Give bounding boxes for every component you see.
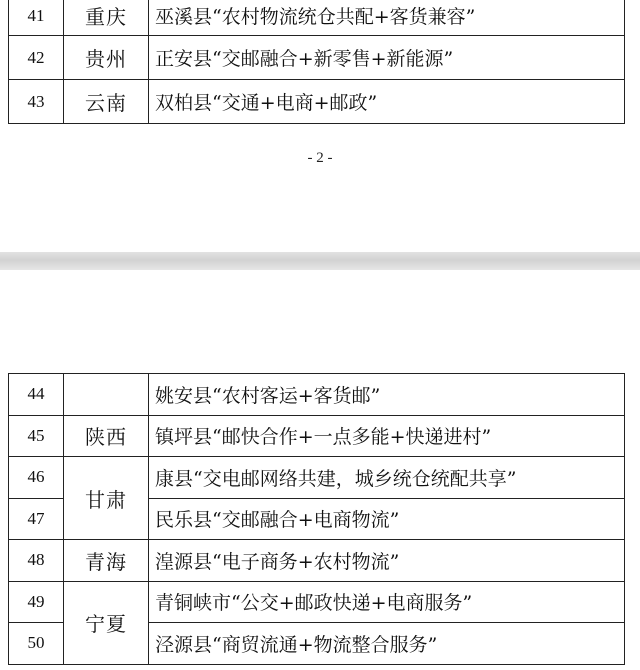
row-number: 42 [9, 36, 64, 80]
table-row [9, 540, 625, 582]
pilot-description: 正安县“交邮融合+新零售+新能源” [149, 36, 625, 80]
province-cell: 云南 [64, 80, 149, 124]
table-row [9, 0, 625, 36]
table-row [9, 581, 625, 623]
table-row [9, 457, 625, 499]
pilot-description: 姚安县“农村客运+客货邮” [149, 374, 625, 416]
province-cell: 重庆 [64, 0, 149, 36]
table-row [9, 36, 625, 80]
row-number: 48 [9, 540, 64, 582]
page-number: - 2 - [307, 150, 333, 166]
row-number: 41 [9, 0, 64, 36]
table-row [9, 374, 625, 416]
pilot-description: 湟源县“电子商务+农村物流” [149, 540, 625, 582]
row-number: 46 [9, 457, 64, 499]
row-number: 43 [9, 80, 64, 124]
pilot-table-page-3 [8, 373, 625, 665]
row-number: 47 [9, 498, 64, 540]
pilot-description: 民乐县“交邮融合+电商物流” [149, 498, 625, 540]
pilot-table-page-2 [8, 0, 625, 124]
pilot-description: 康县“交电邮网络共建，城乡统仓统配共享” [149, 457, 625, 499]
pilot-description: 双柏县“交通+电商+邮政” [149, 80, 625, 124]
pilot-description: 泾源县“商贸流通+物流整合服务” [149, 623, 625, 665]
province-cell: 宁夏 [64, 581, 149, 664]
province-cell: 陕西 [64, 415, 149, 457]
row-number: 50 [9, 623, 64, 665]
table-row [9, 80, 625, 124]
province-cell [64, 374, 149, 416]
row-number: 44 [9, 374, 64, 416]
province-cell: 贵州 [64, 36, 149, 80]
row-number: 49 [9, 581, 64, 623]
province-cell: 青海 [64, 540, 149, 582]
row-number: 45 [9, 415, 64, 457]
page-separator [0, 252, 640, 270]
pilot-description: 镇坪县“邮快合作+一点多能+快递进村” [149, 415, 625, 457]
pilot-description: 巫溪县“农村物流统仓共配+客货兼容” [149, 0, 625, 36]
pilot-description: 青铜峡市“公交+邮政快递+电商服务” [149, 581, 625, 623]
province-cell: 甘肃 [64, 457, 149, 540]
table-row [9, 415, 625, 457]
